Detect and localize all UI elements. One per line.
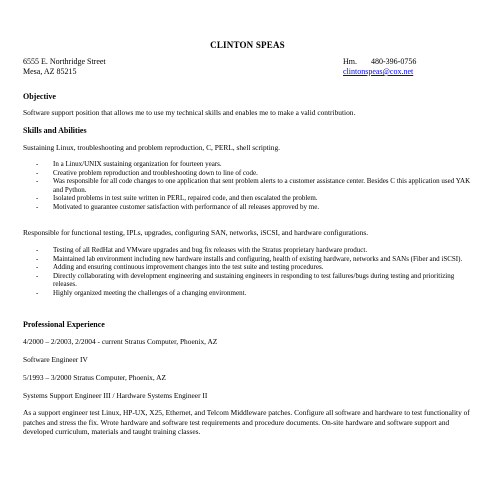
experience-dates-current: 4/2000 – 2/2003, 2/2004 - current Stratus Computer, Phoenix, AZ <box>23 337 218 346</box>
city-state-zip: Mesa, AZ 85215 <box>23 67 77 76</box>
list-item: - Maintained lab environment including new hardware installs and configuring, health of existing hardware, networks and SANs (Fiber and iSCSI). <box>36 254 463 263</box>
phone-number: 480-396-0756 <box>371 57 417 66</box>
list-item: - In a Linux/UNIX sustaining organization for fourteen years. <box>36 160 222 168</box>
bullet-dash: - <box>36 194 39 202</box>
list-item: - Was responsible for all code changes to one application that sent problem alerts to a customer assistance center. Besides C this application used YAK and Python. <box>36 177 471 194</box>
phone-row <box>343 57 416 67</box>
list-item: - Isolated problems in test suite written in PERL, repaired code, and then escalated the problem. <box>36 194 318 202</box>
skills-intro-testing: Responsible for functional testing, IPLs, upgrades, configuring SAN, networks, iSCSI, and hardware configurations. <box>23 228 369 237</box>
skills-heading: Skills and Abilities <box>23 126 87 135</box>
contact-block <box>343 57 416 77</box>
experience-heading: Professional Experience <box>23 320 105 329</box>
list-item: - Directly collaborating with development engineering and sustaining engineers in responding to test failures/bugs during testing and prioritizing releases. <box>36 271 455 288</box>
bullet-dash: - <box>36 254 39 263</box>
objective-text: Software support position that allows me to use my technical skills and enables me to make a valid contribution. <box>23 108 356 117</box>
bullet-dash: - <box>36 246 39 254</box>
phone-label: Hm. <box>343 57 357 66</box>
street-address: 6555 E. Northridge Street <box>23 57 106 66</box>
bullet-dash: - <box>36 160 39 168</box>
list-item: - Highly organized meeting the challenges of a changing environment. <box>36 288 247 297</box>
bullet-dash: - <box>36 288 39 297</box>
bullet-dash: - <box>36 271 39 280</box>
experience-description: As a support engineer test Linux, HP-UX, X25, Ethernet, and Telcom Middleware patches. Configure all software and hardware to test functionality of patches and stress the fix. Wrote hardware and software test requirements and procedure documents. On-site hardware and software support and developed curriculum, materials and taught training classes. <box>23 408 470 436</box>
bullet-dash: - <box>36 202 39 211</box>
skills-intro-linux: Sustaining Linux, troubleshooting and problem reproduction, C, PERL, shell scripting. <box>23 143 281 152</box>
candidate-name: CLINTON SPEAS <box>210 40 285 50</box>
experience-title-previous: Systems Support Engineer III / Hardware Systems Engineer II <box>23 391 208 400</box>
list-item: - Motivated to guarantee customer satisfaction with performance of all releases approved by me. <box>36 202 320 211</box>
skills-list-testing <box>36 246 476 297</box>
address-block <box>23 57 106 77</box>
bullet-dash: - <box>36 263 39 271</box>
experience-dates-previous: 5/1993 – 3/2000 Stratus Computer, Phoenix, AZ <box>23 373 166 382</box>
list-item: - Adding and ensuring continuous improvement changes into the test suite and testing procedures. <box>36 263 324 271</box>
bullet-dash: - <box>36 168 39 177</box>
skills-list-sustaining <box>36 160 476 211</box>
experience-title-current: Software Engineer IV <box>23 355 88 364</box>
objective-heading: Objective <box>23 92 56 101</box>
bullet-dash: - <box>36 177 39 185</box>
list-item: - Creative problem reproduction and troubleshooting down to line of code. <box>36 168 258 177</box>
email-link[interactable]: clintonspeas@cox.net <box>343 67 414 76</box>
list-item: - Testing of all RedHat and VMware upgrades and bug fix releases with the Stratus proprietary hardware product. <box>36 246 368 254</box>
